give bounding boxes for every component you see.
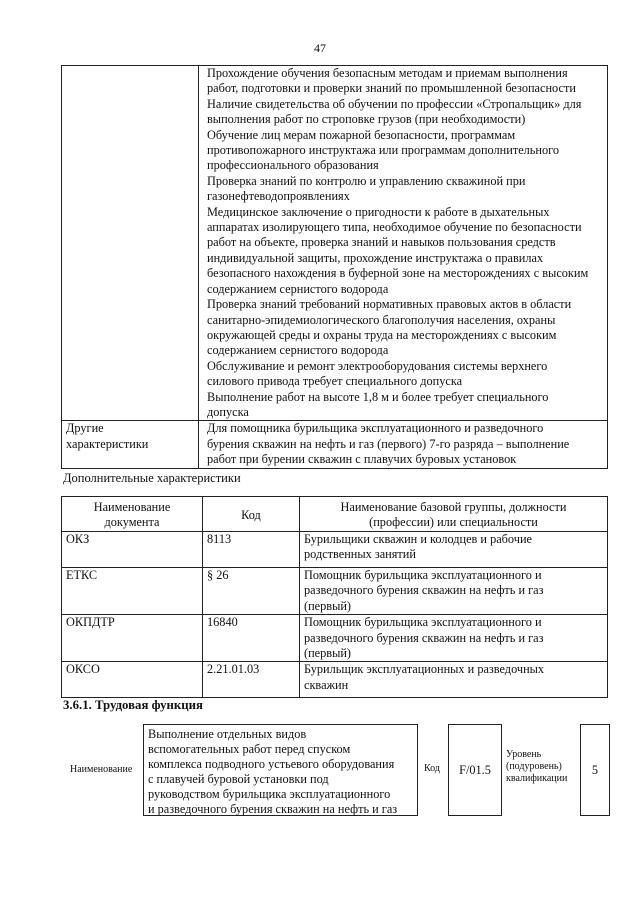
requirement-line: содержанием сернистого водорода [207,281,389,296]
page-number: 47 [314,41,326,55]
characteristic-line: бурения скважин на нефть и газ (первого) 7-го разряда – выполнение [207,436,570,451]
cell-line: родственных занятий [304,547,416,562]
cell-line: (первый) [304,598,352,613]
cell-line: Помощник бурильщика эксплуатационного и [304,568,542,582]
function-name-line: руководством бурильщика эксплуатационного [148,787,391,801]
group-name-cell [300,568,608,615]
requirement-line: профессионального образования [207,158,379,173]
requirement-line: безопасного нахождения в буферной зоне на месторождениях с высоким [207,266,589,281]
requirement-line: Прохождение обучения безопасным методам и приемам выполнения [207,66,568,80]
requirement-line: Выполнение работ на высоте 1,8 м и более требует специального [207,389,549,404]
level-label-line: (подуровень) [506,761,562,772]
requirement-line: Обучение лиц мерам пожарной безопасности, программам [207,127,516,142]
header-line: Наименование базовой группы, должности [340,500,567,514]
characteristic-line: работ при бурении скважин с плавучих буровых установок [207,452,517,467]
requirement-line: индивидуальной защиты, прохождение инструктажа о правилах [207,250,544,265]
group-name-cell [300,662,608,698]
requirement-line: газонефтеводопроявлениях [207,189,350,204]
requirement-line: аппаратах изолирующего типа, необходимое обучение по безопасности [207,220,582,235]
group-name-cell [300,532,608,568]
function-name-line: Выполнение отдельных видов [148,727,307,741]
requirement-line: Наличие свидетельства об обучении по профессии «Стропальщик» для [207,96,582,111]
requirement-line: Обслуживание и ремонт электрооборудования системы верхнего [207,358,548,373]
table-row [62,532,608,568]
other-characteristics-text [199,421,608,468]
document-cell: ОКПДТР [62,615,203,662]
level-label-line: квалификации [506,773,568,784]
function-name-line: комплекса подводного устьевого оборудования [148,757,395,771]
code-cell: 16840 [203,615,300,662]
cell-line: Помощник бурильщика эксплуатационного и [304,615,542,630]
requirement-line: выполнения работ по строповке грузов (при необходимости) [207,112,526,127]
requirement-line: работ, подготовки и проверки знаний по промышленной безопасности [207,81,576,96]
function-name-line: вспомогательных работ перед спуском [148,742,351,756]
cell-line: Бурильщики скважин и колодцев и рабочие [304,532,532,546]
group-name-cell [300,615,608,662]
code-cell: § 26 [203,568,300,615]
level-label-line: Уровень [506,749,542,760]
qualification-level-box [580,724,610,816]
table-row [62,568,608,615]
requirements-label-cell [62,66,199,421]
function-name-box [143,724,418,816]
requirement-line: Проверка знаний по контролю и управлению скважиной при [207,173,526,188]
column-header-document [62,497,203,532]
column-header-group-name [300,497,608,532]
function-code-value: F/01.5 [459,762,491,777]
header-line: документа [104,515,160,530]
table-row [62,421,608,468]
header-line: Код [241,507,261,522]
requirements-table [61,65,608,469]
requirement-line: противопожарного инструктажа или программам дополнительного [207,143,560,158]
requirement-line: окружающей среды и охраны труда на месторождениях с высоким [207,327,557,342]
cell-line: разведочного бурения скважин на нефть и газ [304,630,544,645]
table-header-row [62,497,608,532]
qualification-level-label [506,749,567,785]
code-cell: 2.21.01.03 [203,662,300,698]
function-code-label: Код [424,763,440,774]
qualification-level-value: 5 [591,762,599,777]
requirement-line: Проверка знаний требований нормативных правовых актов в области [207,297,572,312]
additional-characteristics-table [61,496,608,698]
requirement-line: допуска [207,404,249,419]
labor-function-heading: 3.6.1. Трудовая функция [63,698,203,712]
requirement-line: силового привода требует специального допуска [207,374,463,389]
document-cell: ОКЗ [62,532,203,568]
code-cell: 8113 [203,532,300,568]
header-line: (профессии) или специальности [369,515,538,530]
row-label-line: Другие [66,421,104,436]
requirement-line: работ на объекте, проверка знаний и навыков пользования средств [207,235,556,250]
table-row [62,66,608,421]
requirements-text-cell [199,66,608,421]
requirement-line: Медицинское заключение о пригодности к работе в дыхательных [207,204,550,219]
function-name-line: с плавучей буровой установки под [148,772,329,786]
header-line: Наименование [93,500,171,514]
function-name-label: Наименование [70,764,133,775]
function-name-line: и разведочного бурения скважин на нефть и газ [148,802,398,816]
requirement-line: санитарно-эпидемиологического благополучия населения, охраны [207,312,556,327]
table-row [62,662,608,698]
cell-line: (первый) [304,646,352,661]
column-header-code [203,497,300,532]
document-cell: ОКСО [62,662,203,698]
table-row [62,615,608,662]
row-label-line: характеристики [66,436,149,451]
cell-line: скважин [304,677,349,692]
additional-characteristics-caption: Дополнительные характеристики [63,471,241,485]
cell-line: разведочного бурения скважин на нефть и газ [304,583,544,598]
characteristic-line: Для помощника бурильщика эксплуатационного и разведочного [207,421,544,436]
cell-line: Бурильщик эксплуатационных и разведочных [304,662,545,677]
other-characteristics-label [62,421,199,468]
function-code-box [448,724,502,816]
document-cell: ЕТКС [62,568,203,615]
requirement-line: содержанием сернистого водорода [207,343,389,358]
